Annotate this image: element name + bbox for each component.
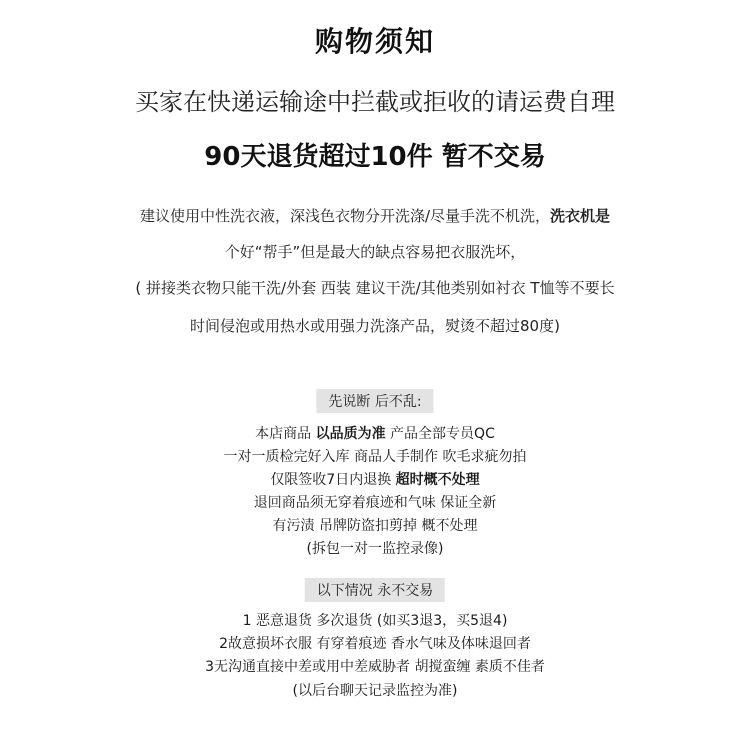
- page-title: 购物须知: [314, 25, 435, 58]
- rule-item: [0, 446, 750, 466]
- care-instructions-line-1: [0, 205, 750, 226]
- rule-item-emphasis: 以品质为准: [315, 426, 386, 442]
- rule-item-emphasis: 超时概不处理: [395, 472, 480, 488]
- rule-item: [0, 515, 750, 535]
- rule-item-text: (拆包一对一监控录像): [306, 541, 444, 557]
- rule-item-text: 有污渍 吊牌防盗扣剪掉 概不处理: [272, 518, 478, 534]
- rule-item-text: 本店商品: [255, 426, 316, 442]
- care-instructions-line-4: 时间侵泡或用热水或用强力洗涤产品，熨烫不超过80度): [190, 317, 560, 335]
- section-label-rules: 先说断 后不乱:: [316, 389, 433, 413]
- care-instructions-line-3: ( 拼接类衣物只能干洗/外套 西装 建议干洗/其他类别如衬衣 T恤等不要长: [135, 279, 615, 297]
- care-instructions-line-2: 个好“帮手”但是最大的缺点容易把衣服洗坏，: [224, 243, 526, 261]
- no-trade-item: 3无沟通直接中差或用中差威胁者 胡搅蛮缠 素质不佳者: [205, 659, 545, 675]
- rule-item-text: 产品全部专员QC: [385, 426, 495, 442]
- rule-item-text: 仅限签收7日内退换: [270, 472, 396, 488]
- care-text: 建议使用中性洗衣液，深浅色衣物分开洗涤/尽量手洗不机洗，: [139, 207, 551, 225]
- rule-item-text: 退回商品须无穿着痕迹和气味 保证全新: [253, 495, 497, 511]
- care-emphasis: 洗衣机是: [550, 207, 611, 225]
- rule-item: [0, 469, 750, 489]
- return-limit-notice: 90天退货超过10件 暂不交易: [204, 142, 546, 172]
- section-label-no-trade: 以下情况 永不交易: [305, 578, 445, 602]
- shipping-notice: 买家在快递运输途中拦截或拒收的请运费自理: [135, 88, 615, 116]
- no-trade-item: 2故意损坏衣服 有穿着痕迹 香水气味及体味退回者: [219, 636, 531, 652]
- rule-item: [0, 492, 750, 512]
- rule-item: [0, 423, 750, 443]
- no-trade-item: 1 恶意退货 多次退货 (如买3退3，买5退4): [242, 613, 508, 629]
- rule-item-text: 一对一质检完好入库 商品人手制作 吹毛求疵勿拍: [223, 449, 527, 465]
- no-trade-item: (以后台聊天记录监控为准): [292, 683, 458, 699]
- rule-item: [0, 538, 750, 558]
